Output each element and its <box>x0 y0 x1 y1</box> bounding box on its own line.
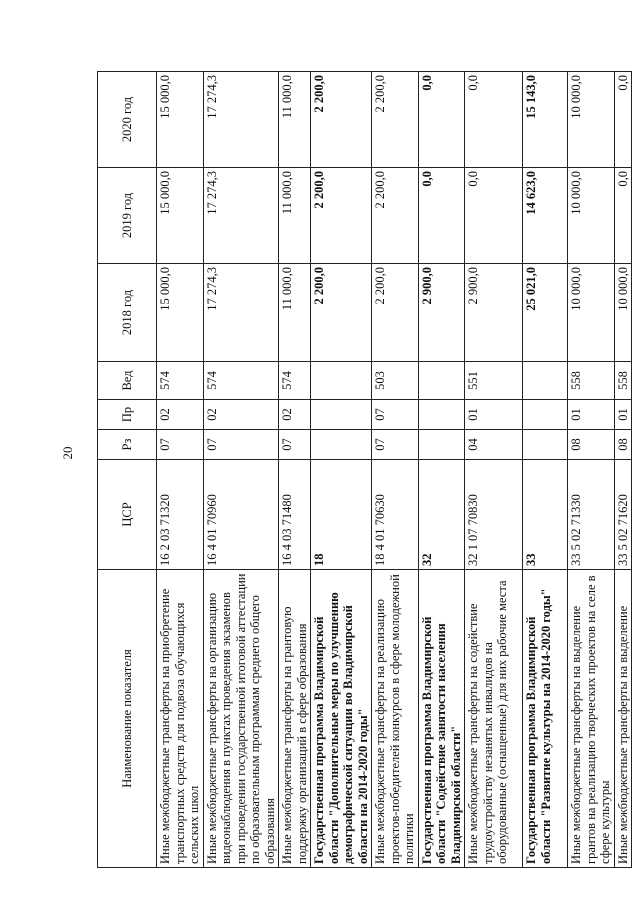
row-rz-cell: 07 <box>203 430 279 460</box>
row-ved-cell: 558 <box>568 362 615 400</box>
row-rz-cell <box>523 430 568 460</box>
row-pr-cell: 02 <box>279 400 311 430</box>
row-name-cell: Государственная программа Владимирской области "Содействие занятости населения Владимирской области" <box>418 570 465 868</box>
row-2019-cell: 2 200,0 <box>311 168 372 264</box>
row-rz-cell: 07 <box>279 430 311 460</box>
row-pr-cell: 02 <box>203 400 279 430</box>
header-pr: Пр <box>98 400 157 430</box>
row-2018-cell: 2 900,0 <box>465 264 523 362</box>
row-name-cell: Иные межбюджетные трансферты на содействие трудоустройству незанятых инвалидов на оборудованные (оснащенные) для них рабочие места <box>465 570 523 868</box>
row-name-cell: Иные межбюджетные трансферты на выделение грантов на реализацию творческих проектов на селе в сфере культуры <box>568 570 615 868</box>
row-name-cell: Иные межбюджетные трансферты на выделение <box>614 570 632 868</box>
table-row <box>311 72 372 868</box>
row-ved-cell: 503 <box>372 362 419 400</box>
row-2019-cell: 11 000,0 <box>279 168 311 264</box>
row-csr-cell: 18 4 01 70630 <box>372 460 419 570</box>
table-header-row <box>98 72 157 868</box>
table-row <box>372 72 419 868</box>
row-csr-cell: 33 5 02 71330 <box>568 460 615 570</box>
row-csr-cell: 18 <box>311 460 372 570</box>
row-ved-cell: 558 <box>614 362 632 400</box>
row-2020-cell: 0,0 <box>418 72 465 168</box>
row-ved-cell: 574 <box>203 362 279 400</box>
row-2020-cell: 11 000,0 <box>279 72 311 168</box>
row-pr-cell: 01 <box>614 400 632 430</box>
row-ved-cell <box>311 362 372 400</box>
row-2019-cell: 0,0 <box>614 168 632 264</box>
row-pr-cell <box>311 400 372 430</box>
row-2020-cell: 15 000,0 <box>157 72 204 168</box>
header-2018: 2018 год <box>98 264 157 362</box>
row-2018-cell: 17 274,3 <box>203 264 279 362</box>
table-row <box>203 72 279 868</box>
row-2020-cell: 17 274,3 <box>203 72 279 168</box>
table-row <box>614 72 632 868</box>
header-csr: ЦСР <box>98 460 157 570</box>
row-2018-cell: 11 000,0 <box>279 264 311 362</box>
row-pr-cell <box>418 400 465 430</box>
row-2018-cell: 2 200,0 <box>311 264 372 362</box>
budget-table-rotated <box>97 72 630 868</box>
row-ved-cell: 551 <box>465 362 523 400</box>
row-name-cell: Государственная программа Владимирской области "Дополнительные меры по улучшению демографической ситуации во Владимирской области на 2014-2020 годы" <box>311 570 372 868</box>
row-name-cell: Иные межбюджетные трансферты на организацию видеонаблюдения в пунктах проведения экзаменов при проведении государственной итоговой аттестации по образовательным программам среднего общего образования <box>203 570 279 868</box>
row-rz-cell: 04 <box>465 430 523 460</box>
row-csr-cell: 16 4 01 70960 <box>203 460 279 570</box>
table-row <box>523 72 568 868</box>
row-2019-cell: 2 200,0 <box>372 168 419 264</box>
header-ved: Вед <box>98 362 157 400</box>
row-csr-cell: 33 <box>523 460 568 570</box>
row-rz-cell: 07 <box>157 430 204 460</box>
budget-table <box>97 71 632 868</box>
row-2018-cell: 10 000,0 <box>614 264 632 362</box>
row-2019-cell: 0,0 <box>465 168 523 264</box>
row-name-cell: Иные межбюджетные трансферты на приобретение транспортных средств для подвоза обучающихся сельских школ <box>157 570 204 868</box>
table-row <box>418 72 465 868</box>
row-2019-cell: 17 274,3 <box>203 168 279 264</box>
row-csr-cell: 32 <box>418 460 465 570</box>
table-row <box>568 72 615 868</box>
row-2018-cell: 15 000,0 <box>157 264 204 362</box>
row-ved-cell <box>523 362 568 400</box>
row-ved-cell: 574 <box>279 362 311 400</box>
row-2020-cell: 2 200,0 <box>372 72 419 168</box>
row-2019-cell: 14 623,0 <box>523 168 568 264</box>
row-2019-cell: 10 000,0 <box>568 168 615 264</box>
row-rz-cell <box>311 430 372 460</box>
row-2020-cell: 0,0 <box>465 72 523 168</box>
row-pr-cell <box>523 400 568 430</box>
row-csr-cell: 16 2 03 71320 <box>157 460 204 570</box>
row-2020-cell: 10 000,0 <box>568 72 615 168</box>
row-csr-cell: 16 4 03 71480 <box>279 460 311 570</box>
header-2020: 2020 год <box>98 72 157 168</box>
table-row <box>465 72 523 868</box>
page-number: 20 <box>60 446 75 460</box>
row-ved-cell: 574 <box>157 362 204 400</box>
header-2019: 2019 год <box>98 168 157 264</box>
row-2019-cell: 15 000,0 <box>157 168 204 264</box>
row-pr-cell: 01 <box>465 400 523 430</box>
row-name-cell: Иные межбюджетные трансферты на грантовую поддержку организаций в сфере образования <box>279 570 311 868</box>
header-rz: Рз <box>98 430 157 460</box>
row-csr-cell: 33 5 02 71620 <box>614 460 632 570</box>
row-2018-cell: 2 900,0 <box>418 264 465 362</box>
row-2020-cell: 0,0 <box>614 72 632 168</box>
row-pr-cell: 07 <box>372 400 419 430</box>
row-2018-cell: 2 200,0 <box>372 264 419 362</box>
row-2020-cell: 15 143,0 <box>523 72 568 168</box>
row-name-cell: Государственная программа Владимирской области "Развитие культуры на 2014-2020 годы" <box>523 570 568 868</box>
row-pr-cell: 02 <box>157 400 204 430</box>
row-rz-cell: 08 <box>614 430 632 460</box>
row-name-cell: Иные межбюджетные трансферты на реализацию проектов-победителей конкурсов в сфере молодежной политики <box>372 570 419 868</box>
row-2018-cell: 10 000,0 <box>568 264 615 362</box>
table-row <box>279 72 311 868</box>
row-2020-cell: 2 200,0 <box>311 72 372 168</box>
row-rz-cell: 08 <box>568 430 615 460</box>
table-row <box>157 72 204 868</box>
row-pr-cell: 01 <box>568 400 615 430</box>
row-csr-cell: 32 1 07 70830 <box>465 460 523 570</box>
row-rz-cell: 07 <box>372 430 419 460</box>
row-2019-cell: 0,0 <box>418 168 465 264</box>
header-name: Наименование показателя <box>98 570 157 868</box>
row-rz-cell <box>418 430 465 460</box>
row-ved-cell <box>418 362 465 400</box>
row-2018-cell: 25 021,0 <box>523 264 568 362</box>
